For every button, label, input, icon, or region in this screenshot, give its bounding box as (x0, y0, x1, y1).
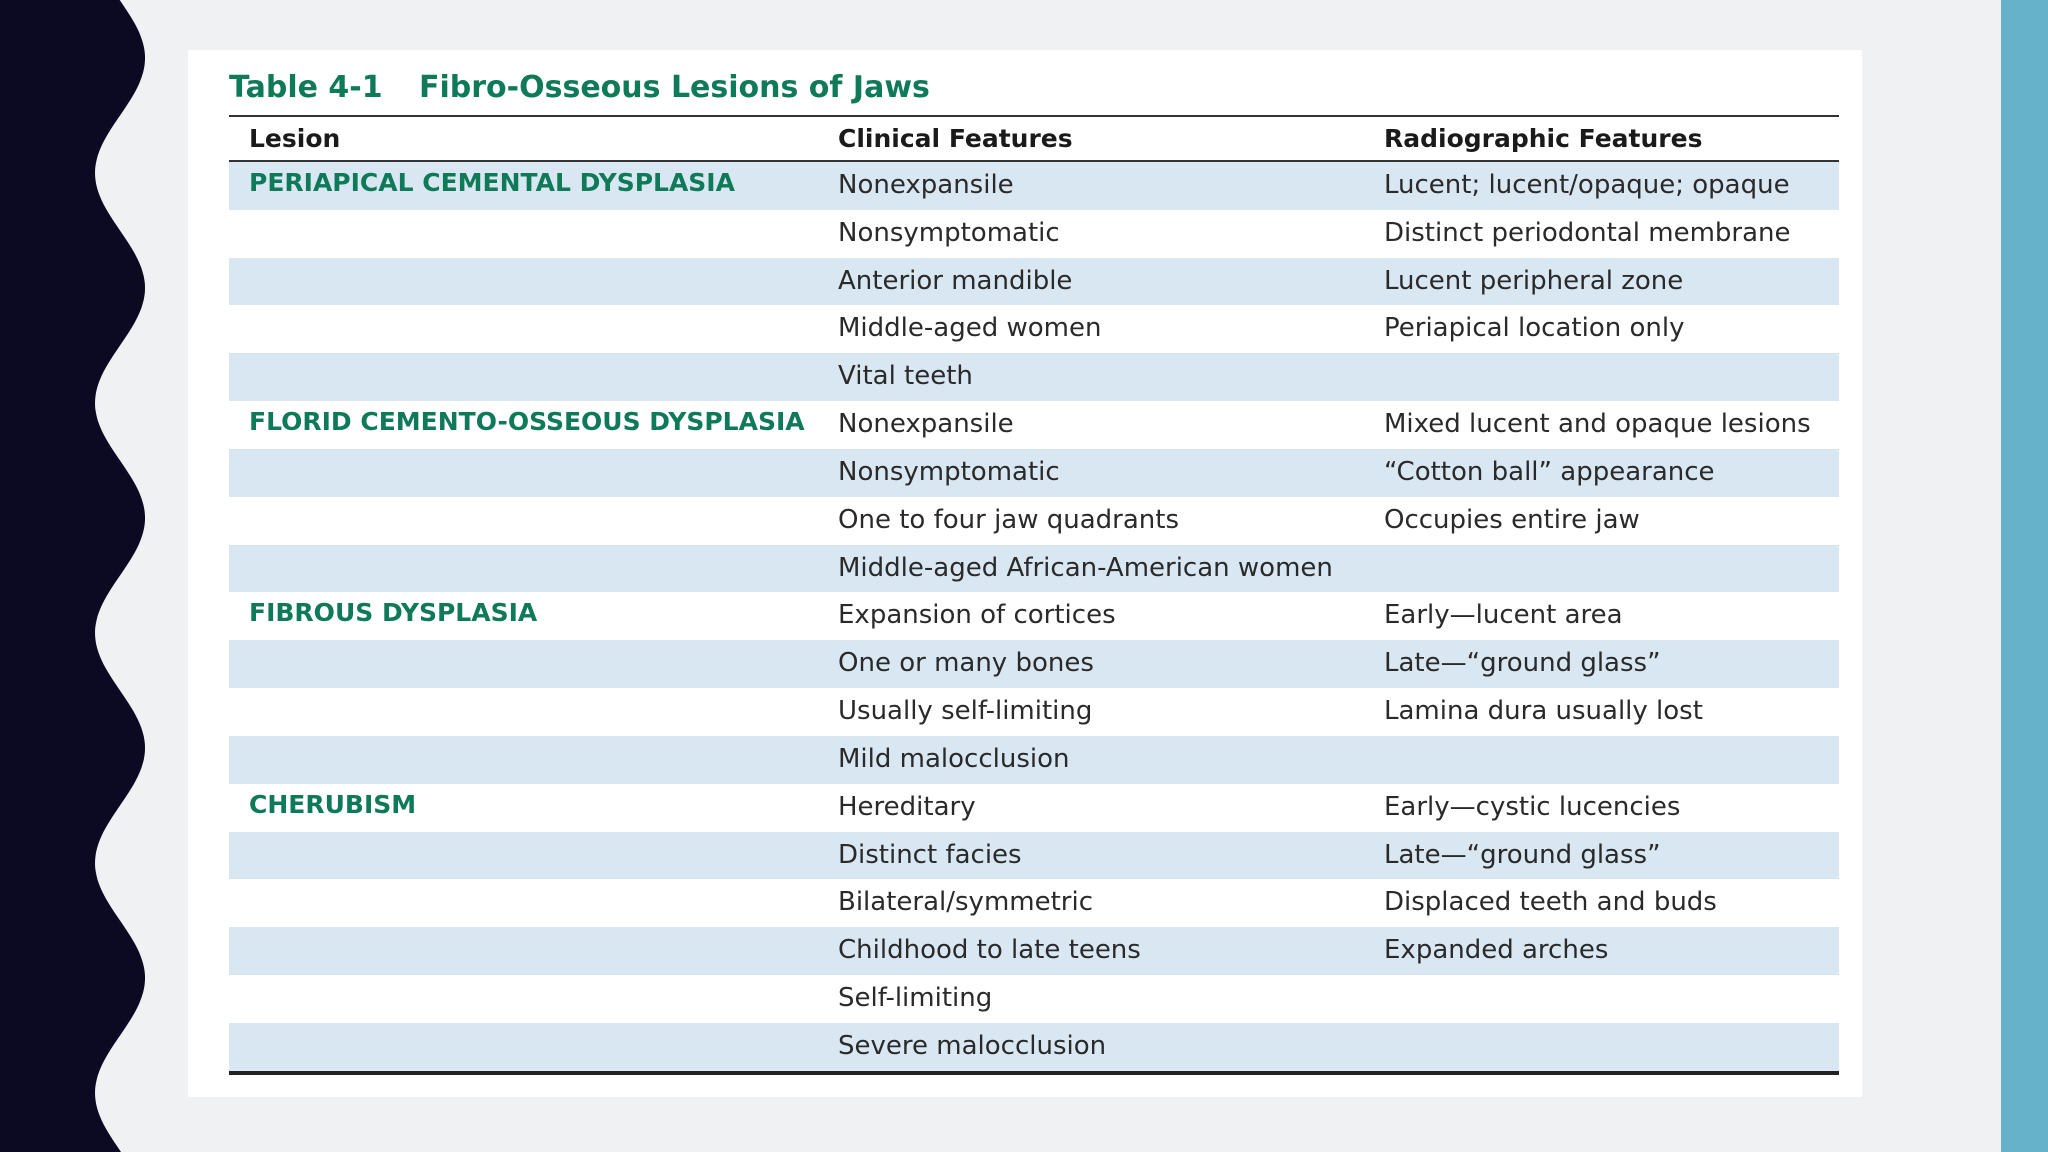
table-body (229, 162, 1839, 1071)
table-row (229, 449, 1839, 497)
clinical-feature-cell: Usually self-limiting (838, 696, 1093, 727)
radiographic-feature-cell: Periapical location only (1384, 313, 1685, 344)
table-row (229, 258, 1839, 306)
clinical-feature-cell: Nonsymptomatic (838, 217, 1060, 248)
radiographic-feature-cell: “Cotton ball” appearance (1384, 456, 1715, 487)
clinical-feature-cell: Mild malocclusion (838, 743, 1070, 774)
radiographic-feature-cell: Mixed lucent and opaque lesions (1384, 409, 1811, 440)
radiographic-feature-cell: Lucent; lucent/opaque; opaque (1384, 170, 1790, 200)
table-header-row (229, 117, 1839, 160)
clinical-feature-cell: Middle-aged women (838, 313, 1102, 344)
table-caption (229, 64, 930, 112)
table-row (229, 975, 1839, 1023)
table-row (229, 401, 1839, 449)
lesion-cell: FLORID CEMENTO-OSSEOUS DYSPLASIA (249, 407, 805, 437)
clinical-feature-cell: One to four jaw quadrants (838, 504, 1180, 535)
radiographic-feature-cell: Expanded arches (1384, 935, 1609, 966)
radiographic-feature-cell: Occupies entire jaw (1384, 504, 1640, 535)
table-row (229, 879, 1839, 927)
table-row (229, 832, 1839, 880)
radiographic-feature-cell: Late—“ground glass” (1384, 648, 1661, 679)
clinical-feature-cell: Middle-aged African-American women (838, 552, 1333, 583)
radiographic-feature-cell: Displaced teeth and buds (1384, 887, 1717, 918)
table-title: Fibro-Osseous Lesions of Jaws (419, 70, 930, 105)
clinical-feature-cell: Hereditary (838, 791, 976, 822)
table-row (229, 545, 1839, 593)
clinical-feature-cell: Expansion of cortices (838, 600, 1116, 631)
clinical-feature-cell: Severe malocclusion (838, 1030, 1107, 1061)
table-row (229, 688, 1839, 736)
left-wave-decoration (0, 0, 160, 1152)
table-row (229, 497, 1839, 545)
table-row (229, 927, 1839, 975)
header-lesion: Lesion (249, 124, 341, 153)
radiographic-feature-cell: Late—“ground glass” (1384, 839, 1661, 870)
radiographic-feature-cell: Distinct periodontal membrane (1384, 217, 1791, 248)
header-clinical-features: Clinical Features (838, 124, 1073, 153)
table-row (229, 1023, 1839, 1071)
radiographic-feature-cell: Early—cystic lucencies (1384, 791, 1681, 822)
clinical-feature-cell: Nonsymptomatic (838, 456, 1060, 487)
lesion-cell: PERIAPICAL CEMENTAL DYSPLASIA (249, 168, 735, 197)
radiographic-feature-cell: Lamina dura usually lost (1384, 696, 1703, 727)
radiographic-feature-cell: Early—lucent area (1384, 600, 1623, 631)
clinical-feature-cell: Nonexpansile (838, 170, 1014, 200)
clinical-feature-cell: One or many bones (838, 648, 1094, 679)
table-number: Table 4-1 (229, 70, 383, 105)
table-row (229, 162, 1839, 210)
clinical-feature-cell: Nonexpansile (838, 409, 1014, 440)
right-accent-strip (2001, 0, 2048, 1152)
clinical-feature-cell: Childhood to late teens (838, 935, 1141, 966)
clinical-feature-cell: Self-limiting (838, 983, 993, 1014)
header-radiographic-features: Radiographic Features (1384, 124, 1703, 153)
clinical-feature-cell: Distinct facies (838, 839, 1022, 870)
clinical-feature-cell: Vital teeth (838, 361, 973, 392)
clinical-feature-cell: Anterior mandible (838, 265, 1073, 296)
table-row (229, 784, 1839, 832)
table-row (229, 640, 1839, 688)
table-row (229, 305, 1839, 353)
lesion-cell: CHERUBISM (249, 789, 417, 819)
table-bottom-rule (229, 1071, 1839, 1075)
table-row (229, 210, 1839, 258)
wave-shape (0, 0, 145, 1152)
radiographic-feature-cell: Lucent peripheral zone (1384, 265, 1684, 296)
table-row (229, 736, 1839, 784)
table-row (229, 592, 1839, 640)
lesion-cell: FIBROUS DYSPLASIA (249, 598, 538, 628)
clinical-feature-cell: Bilateral/symmetric (838, 887, 1093, 918)
table-row (229, 353, 1839, 401)
